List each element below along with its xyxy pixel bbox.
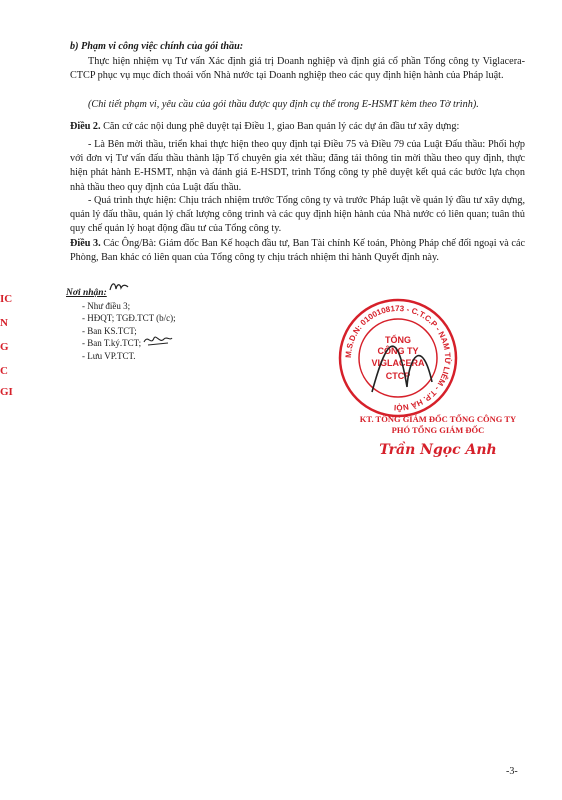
svg-text:TỔNG: TỔNG bbox=[385, 335, 411, 345]
svg-text:N: N bbox=[0, 317, 8, 329]
svg-text:CTCP: CTCP bbox=[385, 371, 411, 381]
initials-mark bbox=[142, 332, 174, 348]
recipient-item: - Ban KS.TCT; bbox=[82, 325, 137, 336]
article-3-text: Các Ông/Bà: Giám đốc Ban Kế hoạch đầu tư, Ban Tài chính Kế toán, Phòng Pháp chế đối ngoại và các Phòng, Ban khác có liên quan của Tổng công ty chịu trách nhiệm thi hành Quyết định này. bbox=[70, 238, 525, 264]
section-b-heading: b) Phạm vi công việc chính của gói thầu: bbox=[70, 41, 244, 52]
section-b-note: (Chi tiết phạm vi, yêu cầu của gói thầu được quy định cụ thể trong E-HSMT kèm theo Tờ trình). bbox=[88, 99, 479, 110]
recipient-item: - Như điều 3; bbox=[82, 300, 131, 311]
svg-text:IC: IC bbox=[0, 293, 13, 305]
signature-title-1: KT. TỔNG GIÁM ĐỐC TỔNG CÔNG TY bbox=[359, 414, 517, 424]
signature-block bbox=[338, 414, 538, 458]
recipient-item: - HĐQT; TGĐ.TCT (b/c); bbox=[82, 313, 176, 324]
article-2-text: Căn cứ các nội dung phê duyệt tại Điều 1, giao Ban quản lý các dự án đầu tư xây dựng: bbox=[100, 121, 460, 132]
initials-mark bbox=[108, 280, 130, 294]
svg-text:C: C bbox=[0, 365, 8, 377]
article-3-label: Điều 3. bbox=[70, 238, 101, 249]
company-seal bbox=[337, 297, 459, 419]
signer-name: Trần Ngọc Anh bbox=[379, 442, 497, 458]
svg-text:CÔNG TY: CÔNG TY bbox=[377, 346, 419, 356]
svg-text:G: G bbox=[0, 341, 9, 353]
article-2 bbox=[70, 120, 525, 134]
page-number: -3- bbox=[506, 766, 518, 777]
recipients-block bbox=[66, 287, 176, 363]
edge-stamp-fragment bbox=[0, 290, 14, 400]
section-b-paragraph: Thực hiện nhiệm vụ Tư vấn Xác định giá trị Doanh nghiệp và định giá cổ phần Tổng công ty Viglacera-CTCP phục vụ mục đích thoái vốn Nhà nước tại Doanh nghiệp theo các quy định hiện hành của Pháp luật. bbox=[70, 56, 525, 82]
article-2-item-2: - Quá trình thực hiện: Chịu trách nhiệm trước Tổng công ty và trước Pháp luật về quản lý đầu tư xây dựng, quản lý đấu thầu, quản lý chất lượng công trình và các quy định hiện hành của Nhà nước có liên quan; tuân thủ quy chế quản lý hoạt động đầu tư của Tổng công ty. bbox=[70, 195, 525, 235]
svg-text:M.S.D.N: 0100108173 - C.T.C.P: M.S.D.N: 0100108173 - C.T.C.P - NAM TỪ LIÊM - T.P. HÀ NỘI bbox=[343, 303, 453, 413]
recipient-item: - Lưu VP.TCT. bbox=[82, 350, 136, 361]
signature-title-2: PHÓ TỔNG GIÁM ĐỐC bbox=[391, 425, 485, 435]
svg-text:GI: GI bbox=[0, 386, 13, 398]
svg-text:VIGLACERA: VIGLACERA bbox=[371, 358, 425, 368]
recipient-item: - Ban T.ký.TCT; bbox=[82, 338, 142, 349]
article-2-item-1: - Là Bên mời thầu, triển khai thực hiện theo quy định tại Điều 75 và Điều 79 của Luật Đấu thầu: Phối hợp với đơn vị Tư vấn đấu thầu thành lập Tổ chuyên gia xét thầu; đăng tải thông tin mời thầu theo quy định, thực hiện phát hành E-HSMT, nhận và đánh giá E-HSDT, trình Tổng công ty phê duyệt kết quả các bước lựa chọn nhà thầu theo quy định của Luật đấu thầu. bbox=[70, 139, 525, 193]
recipients-title: Nơi nhận: bbox=[66, 288, 107, 298]
article-2-label: Điều 2. bbox=[70, 121, 101, 132]
article-3 bbox=[70, 237, 525, 265]
